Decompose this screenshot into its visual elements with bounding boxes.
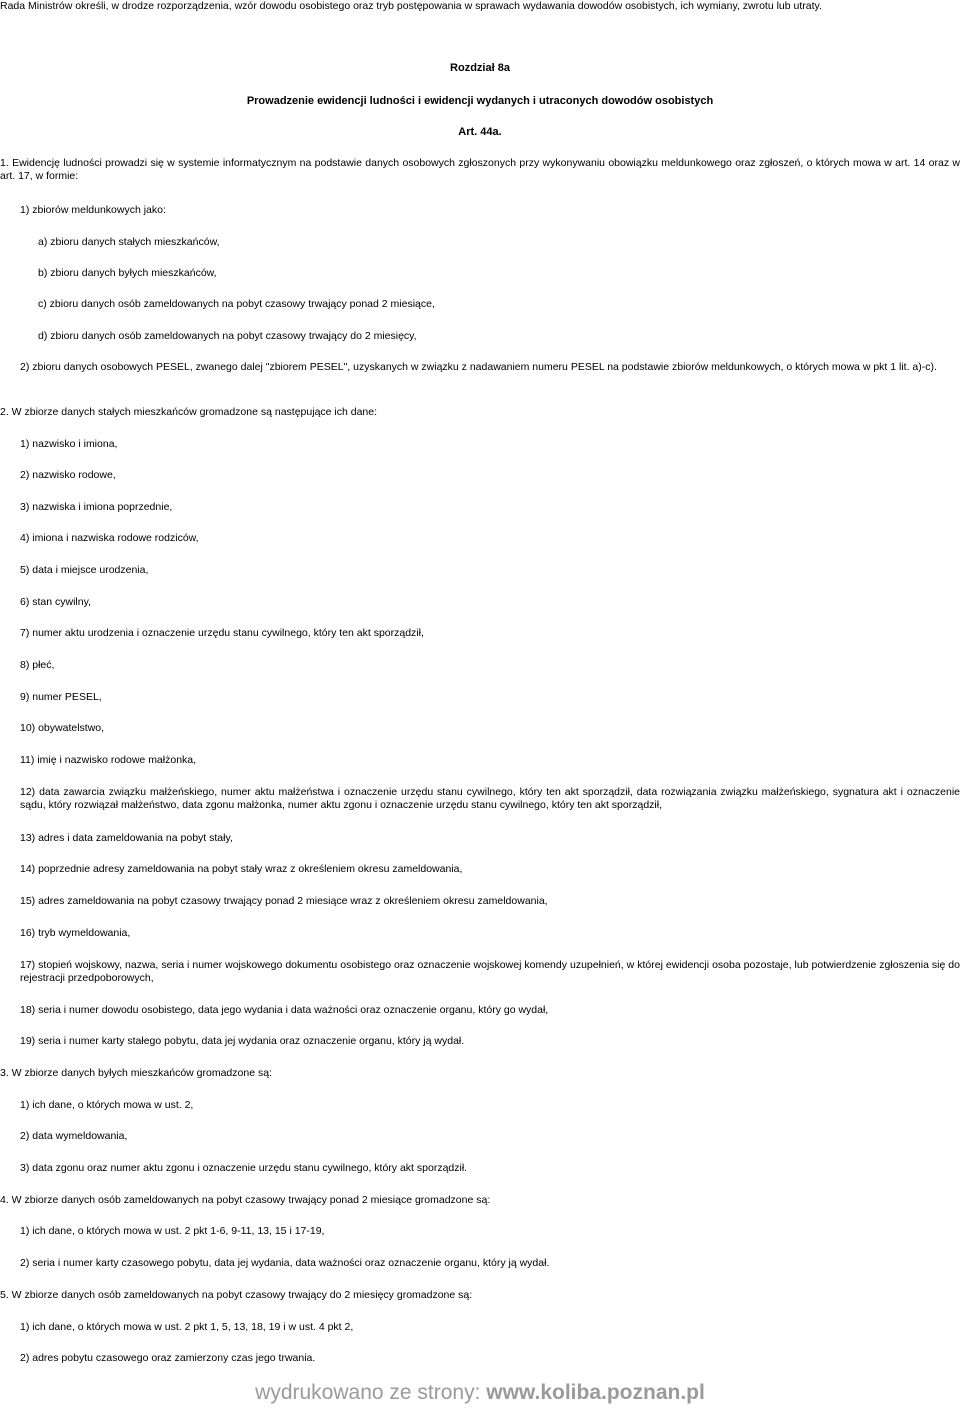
list-item: 8) płeć,	[20, 659, 55, 671]
footer-prefix: wydrukowano ze strony:	[255, 1381, 487, 1404]
paragraph-4-intro: 4. W zbiorze danych osób zameldowanych na pobyt czasowy trwający ponad 2 miesiące gromadzone są:	[0, 1194, 491, 1206]
list-item: 16) tryb wymeldowania,	[20, 927, 131, 939]
chapter-title: Prowadzenie ewidencji ludności i ewidencji wydanych i utraconych dowodów osobistych	[246, 95, 714, 107]
paragraph-2-intro: 2. W zbiorze danych stałych mieszkańców gromadzone są następujące ich dane:	[0, 406, 378, 418]
top-text: Rada Ministrów określi, w drodze rozporządzenia, wzór dowodu osobistego oraz tryb postępowania w sprawach wydawania dowodów osobistych, ich wymiany, zwrotu lub utraty.	[0, 0, 822, 12]
chapter-heading: Rozdział 8a	[450, 62, 510, 74]
list-item: 13) adres i data zameldowania na pobyt stały,	[20, 832, 233, 844]
list-item: 12) data zawarcia związku małżeńskiego, numer aktu małżeństwa i oznaczenie urzędu stanu cywilnego, który ten akt sporządził, data rozwiązania związku małżeńskiego, sygnatura akt i oznaczenie sądu, który rozwiązał małżeństwo, data zgonu małżonka, numer aktu zgonu i oznaczenie urzędu stanu cywilnego, który ten akt sporządził,	[20, 786, 960, 811]
list-item: 4) imiona i nazwiska rodowe rodziców,	[20, 532, 199, 544]
page-footer	[0, 1381, 960, 1405]
list-item: 11) imię i nazwisko rodowe małżonka,	[20, 754, 197, 766]
list-item: 3) nazwiska i imiona poprzednie,	[20, 501, 173, 513]
footer-site-link[interactable]: www.koliba.poznan.pl	[486, 1381, 705, 1404]
list-item: 3) data zgonu oraz numer aktu zgonu i oznaczenie urzędu stanu cywilnego, który akt sporządził.	[20, 1162, 468, 1174]
article-heading: Art. 44a.	[458, 126, 502, 138]
list-item: 1) nazwisko i imiona,	[20, 438, 118, 450]
list-item: c) zbioru danych osób zameldowanych na pobyt czasowy trwający ponad 2 miesiące,	[38, 298, 435, 310]
paragraph-3-intro: 3. W zbiorze danych byłych mieszkańców gromadzone są:	[0, 1067, 272, 1079]
list-item: 1) ich dane, o których mowa w ust. 2 pkt 1-6, 9-11, 13, 15 i 17-19,	[20, 1225, 325, 1237]
list-item: b) zbioru danych byłych mieszkańców,	[38, 267, 217, 279]
paragraph-5-intro: 5. W zbiorze danych osób zameldowanych na pobyt czasowy trwający do 2 miesięcy gromadzone są:	[0, 1289, 473, 1301]
list-item: 2) nazwisko rodowe,	[20, 469, 116, 481]
paragraph-1-intro: 1. Ewidencję ludności prowadzi się w systemie informatycznym na podstawie danych osobowych zgłoszonych przy wykonywaniu obowiązku meldunkowego oraz zgłoszeń, o których mowa w art. 14 oraz w art. 17, w formie:	[0, 157, 960, 182]
list-item: 1) ich dane, o których mowa w ust. 2,	[20, 1099, 194, 1111]
list-item: 7) numer aktu urodzenia i oznaczenie urzędu stanu cywilnego, który ten akt sporządził,	[20, 627, 424, 639]
list-item: 1) ich dane, o których mowa w ust. 2 pkt 1, 5, 13, 18, 19 i w ust. 4 pkt 2,	[20, 1321, 354, 1333]
list-item: 18) seria i numer dowodu osobistego, data jego wydania i data ważności oraz oznaczenie organu, który go wydał,	[20, 1004, 549, 1016]
list-item: 2) adres pobytu czasowego oraz zamierzony czas jego trwania.	[20, 1352, 316, 1364]
list-item: d) zbioru danych osób zameldowanych na pobyt czasowy trwający do 2 miesięcy,	[38, 330, 417, 342]
list-item: 5) data i miejsce urodzenia,	[20, 564, 149, 576]
list-item: 2) seria i numer karty czasowego pobytu, data jej wydania, data ważności oraz oznaczenie organu, który ją wydał.	[20, 1257, 550, 1269]
list-item: 2) zbioru danych osobowych PESEL, zwanego dalej "zbiorem PESEL", uzyskanych w związku z nadawaniem numeru PESEL na podstawie zbiorów meldunkowych, o których mowa w pkt 1 lit. a)-c).	[20, 361, 937, 373]
list-item: 6) stan cywilny,	[20, 596, 91, 608]
list-item: 14) poprzednie adresy zameldowania na pobyt stały wraz z określeniem okresu zameldowania,	[20, 863, 463, 875]
list-item: a) zbioru danych stałych mieszkańców,	[38, 236, 220, 248]
list-item: 9) numer PESEL,	[20, 691, 102, 703]
list-item: 10) obywatelstwo,	[20, 722, 105, 734]
list-item: 1) zbiorów meldunkowych jako:	[20, 204, 166, 216]
list-item: 17) stopień wojskowy, nazwa, seria i numer wojskowego dokumentu osobistego oraz oznaczenie wojskowej komendy uzupełnień, w której ewidencji osoba pozostaje, lub potwierdzenie zgłoszenia się do rejestracji przedpoborowych,	[20, 959, 960, 984]
list-item: 2) data wymeldowania,	[20, 1130, 128, 1142]
list-item: 19) seria i numer karty stałego pobytu, data jej wydania oraz oznaczenie organu, który ją wydał.	[20, 1035, 465, 1047]
list-item: 15) adres zameldowania na pobyt czasowy trwający ponad 2 miesiące wraz z określeniem okresu zameldowania,	[20, 895, 548, 907]
